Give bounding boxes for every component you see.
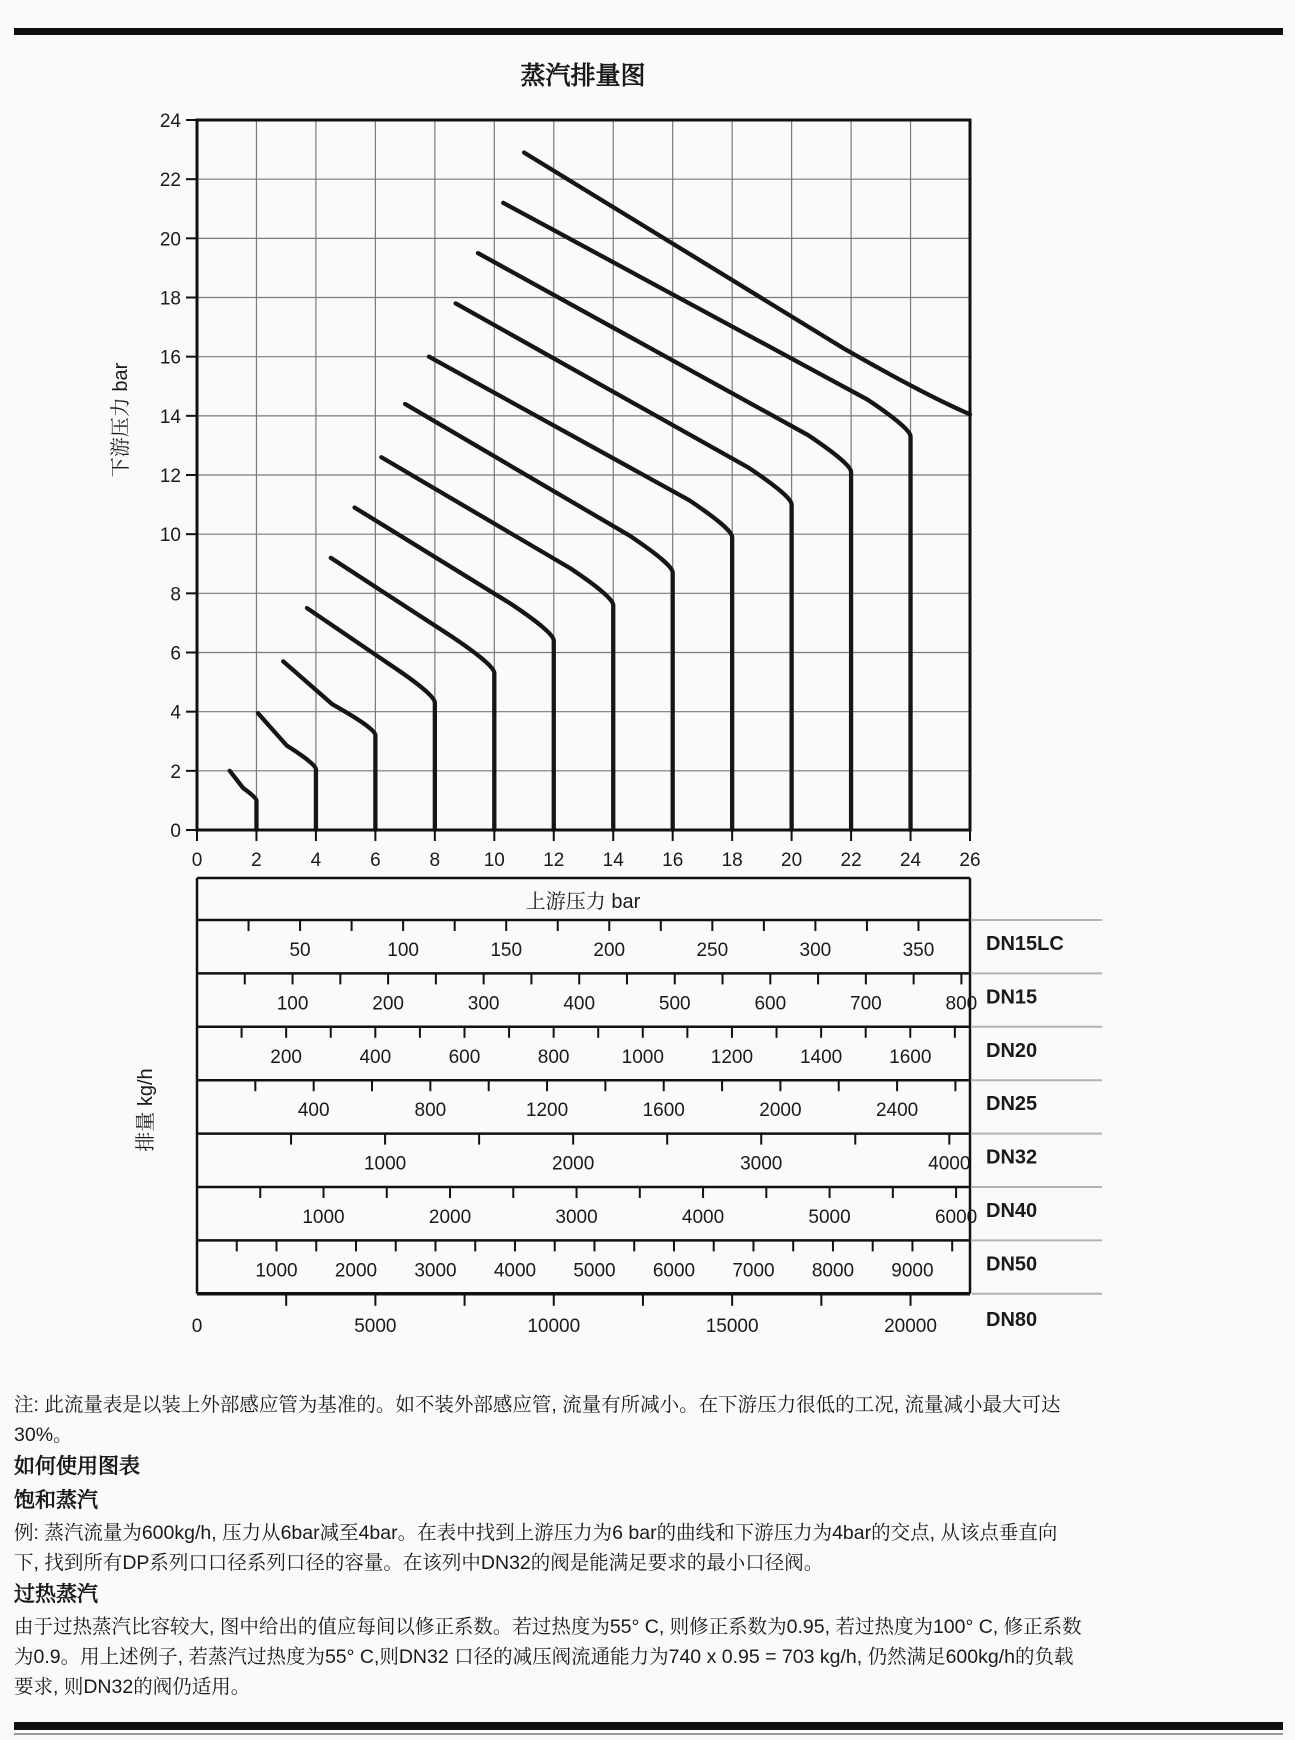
svg-text:0: 0 bbox=[191, 850, 203, 871]
svg-text:7000: 7000 bbox=[732, 1260, 775, 1282]
svg-text:9000: 9000 bbox=[891, 1260, 934, 1282]
svg-text:2000: 2000 bbox=[334, 1260, 378, 1282]
svg-text:12: 12 bbox=[159, 466, 181, 488]
svg-text:2000: 2000 bbox=[552, 1153, 595, 1175]
svg-text:500: 500 bbox=[658, 993, 691, 1015]
svg-text:200: 200 bbox=[270, 1046, 303, 1068]
svg-text:4000: 4000 bbox=[681, 1207, 725, 1228]
svg-text:24: 24 bbox=[159, 111, 181, 133]
svg-text:8: 8 bbox=[429, 850, 441, 871]
svg-text:DN80: DN80 bbox=[986, 1308, 1038, 1331]
svg-text:DN40: DN40 bbox=[986, 1200, 1038, 1222]
superheat-line: 为0.9。用上述例子, 若蒸汽过热度为55° C,则DN32 口径的减压阀流通能力为740 x 0.95 = 703 kg/h, 仍然满足600kg/h的负载 bbox=[14, 1646, 1074, 1668]
svg-text:12: 12 bbox=[543, 850, 565, 871]
svg-text:20000: 20000 bbox=[884, 1315, 937, 1337]
svg-text:2000: 2000 bbox=[428, 1207, 472, 1228]
svg-text:4000: 4000 bbox=[928, 1153, 971, 1175]
svg-text:800: 800 bbox=[414, 1100, 447, 1122]
svg-text:16: 16 bbox=[662, 850, 684, 871]
heading-saturated-steam: 饱和蒸汽 bbox=[14, 1489, 98, 1512]
svg-text:600: 600 bbox=[754, 993, 787, 1015]
upstream-pressure-header: 上游压力 bar bbox=[525, 891, 641, 913]
svg-text:250: 250 bbox=[696, 940, 729, 961]
top-rule bbox=[14, 28, 1283, 35]
svg-text:6: 6 bbox=[370, 850, 381, 871]
svg-text:350: 350 bbox=[902, 940, 935, 961]
svg-text:4: 4 bbox=[310, 850, 322, 871]
saturated-line: 例: 蒸汽流量为600kg/h, 压力从6bar减至4bar。在表中找到上游压力为6 bar的曲线和下游压力为4bar的交点, 从该点垂直向 bbox=[14, 1522, 1058, 1544]
svg-text:2000: 2000 bbox=[759, 1100, 802, 1122]
svg-text:50: 50 bbox=[289, 940, 311, 961]
svg-text:150: 150 bbox=[490, 940, 523, 961]
svg-text:18: 18 bbox=[159, 288, 181, 310]
svg-text:1400: 1400 bbox=[799, 1046, 843, 1068]
svg-text:1600: 1600 bbox=[642, 1100, 685, 1122]
bottom-rule-shadow bbox=[14, 1733, 1283, 1735]
svg-text:8: 8 bbox=[170, 584, 181, 606]
svg-text:DN20: DN20 bbox=[986, 1039, 1038, 1062]
bottom-rule bbox=[14, 1722, 1283, 1730]
svg-text:22: 22 bbox=[159, 170, 181, 192]
svg-text:400: 400 bbox=[297, 1100, 330, 1122]
svg-text:2400: 2400 bbox=[875, 1100, 919, 1122]
svg-text:14: 14 bbox=[159, 406, 181, 428]
svg-text:200: 200 bbox=[593, 940, 626, 961]
svg-text:10000: 10000 bbox=[527, 1315, 581, 1337]
note-line: 30%。 bbox=[14, 1424, 73, 1446]
chart-gridlines bbox=[197, 120, 970, 830]
svg-text:700: 700 bbox=[850, 993, 882, 1015]
svg-text:0: 0 bbox=[191, 1315, 203, 1337]
svg-text:800: 800 bbox=[945, 993, 978, 1015]
axis-tick-labels bbox=[160, 111, 981, 871]
heading-how-to-use: 如何使用图表 bbox=[14, 1455, 140, 1478]
svg-text:8000: 8000 bbox=[811, 1260, 855, 1282]
svg-text:DN15LC: DN15LC bbox=[986, 933, 1064, 955]
heading-superheated-steam: 过热蒸汽 bbox=[14, 1583, 98, 1606]
svg-text:24: 24 bbox=[899, 850, 922, 871]
svg-text:DN32: DN32 bbox=[986, 1146, 1038, 1169]
svg-text:4: 4 bbox=[170, 702, 181, 724]
capacity-scale-table bbox=[192, 878, 1102, 1337]
svg-text:1200: 1200 bbox=[525, 1100, 569, 1122]
svg-text:5000: 5000 bbox=[808, 1207, 851, 1228]
svg-text:20: 20 bbox=[781, 850, 803, 871]
chart-title: 蒸汽排量图 bbox=[520, 62, 646, 90]
svg-text:20: 20 bbox=[159, 229, 181, 251]
svg-text:22: 22 bbox=[840, 850, 862, 871]
svg-text:400: 400 bbox=[563, 993, 596, 1015]
svg-text:1000: 1000 bbox=[302, 1207, 345, 1228]
svg-text:100: 100 bbox=[276, 993, 309, 1015]
svg-text:DN15: DN15 bbox=[986, 986, 1038, 1009]
svg-text:10: 10 bbox=[483, 850, 505, 871]
svg-text:6: 6 bbox=[170, 643, 181, 665]
svg-text:300: 300 bbox=[467, 993, 500, 1015]
y-axis-title: 下游压力 bar bbox=[110, 362, 132, 478]
svg-text:2: 2 bbox=[170, 761, 181, 783]
svg-text:6000: 6000 bbox=[934, 1207, 978, 1228]
svg-text:1000: 1000 bbox=[255, 1260, 298, 1282]
svg-text:1200: 1200 bbox=[710, 1046, 754, 1068]
svg-text:3000: 3000 bbox=[740, 1153, 783, 1175]
svg-text:DN25: DN25 bbox=[986, 1093, 1038, 1116]
svg-text:1600: 1600 bbox=[889, 1046, 932, 1068]
svg-text:100: 100 bbox=[387, 940, 419, 961]
svg-text:600: 600 bbox=[448, 1046, 481, 1068]
svg-text:16: 16 bbox=[159, 347, 181, 369]
svg-text:6000: 6000 bbox=[652, 1260, 696, 1282]
svg-text:5000: 5000 bbox=[354, 1315, 397, 1337]
note-line: 注: 此流量表是以装上外部感应管为基准的。如不装外部感应管, 流量有所减小。在下游压力很低的工况, 流量减小最大可达 bbox=[14, 1394, 1061, 1416]
svg-text:0: 0 bbox=[170, 821, 181, 842]
svg-text:3000: 3000 bbox=[414, 1260, 457, 1282]
svg-text:200: 200 bbox=[372, 993, 404, 1015]
svg-text:3000: 3000 bbox=[555, 1207, 598, 1228]
notes-block bbox=[14, 1390, 1184, 1702]
svg-text:1000: 1000 bbox=[363, 1153, 407, 1175]
svg-text:15000: 15000 bbox=[705, 1315, 759, 1337]
svg-text:2: 2 bbox=[251, 850, 262, 871]
svg-text:26: 26 bbox=[959, 850, 981, 871]
capacity-curves bbox=[230, 153, 970, 830]
capacity-axis-title: 排量 kg/h bbox=[135, 1068, 157, 1152]
svg-text:10: 10 bbox=[159, 525, 181, 547]
svg-text:800: 800 bbox=[537, 1046, 570, 1068]
svg-text:5000: 5000 bbox=[573, 1260, 616, 1282]
superheat-line: 由于过热蒸汽比容较大, 图中给出的值应每间以修正系数。若过热度为55° C, 则修正系数为0.95, 若过热度为100° C, 修正系数 bbox=[14, 1616, 1082, 1638]
svg-text:DN50: DN50 bbox=[986, 1253, 1038, 1276]
svg-text:300: 300 bbox=[799, 940, 832, 961]
superheat-line: 要求, 则DN32的阀仍适用。 bbox=[14, 1676, 251, 1698]
svg-text:4000: 4000 bbox=[493, 1260, 537, 1282]
svg-text:400: 400 bbox=[359, 1046, 392, 1068]
svg-text:1000: 1000 bbox=[621, 1046, 664, 1068]
saturated-line: 下, 找到所有DP系列口口径系列口径的容量。在该列中DN32的阀是能满足要求的最小口径阀。 bbox=[14, 1552, 824, 1574]
svg-text:14: 14 bbox=[602, 850, 624, 871]
svg-text:18: 18 bbox=[721, 850, 743, 871]
